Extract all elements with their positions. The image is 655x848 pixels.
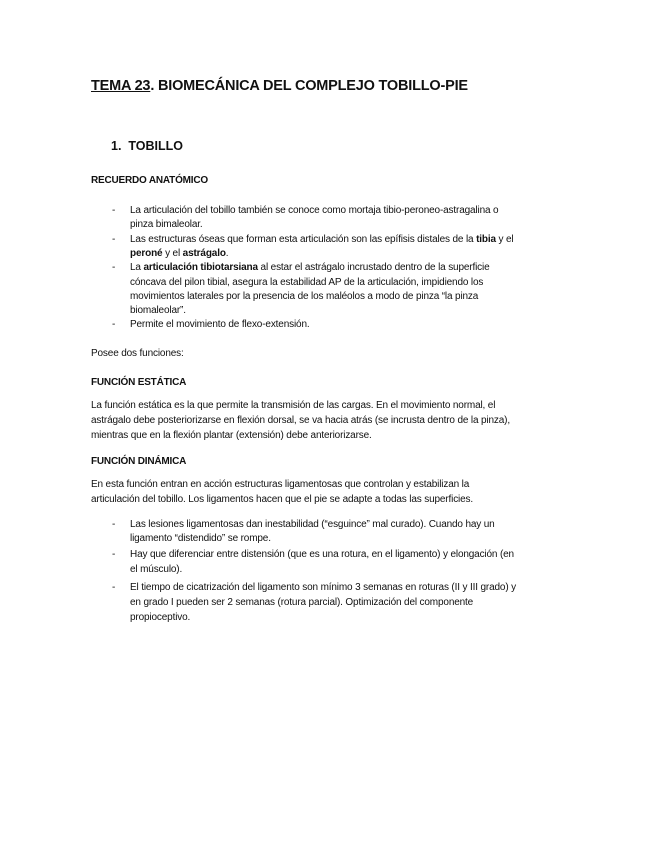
bullet-dash: - bbox=[112, 262, 116, 273]
text-line bbox=[130, 233, 513, 247]
text-segment: En esta función entran en acción estructuras ligamentosas que controlan y estabilizan la bbox=[91, 479, 470, 490]
text-line bbox=[130, 290, 478, 304]
text-line bbox=[130, 581, 516, 595]
subheading-funcion-dinamica: FUNCIÓN DINÁMICA bbox=[91, 456, 187, 467]
bullet-dash: - bbox=[112, 549, 116, 560]
text-line bbox=[91, 429, 372, 443]
text-line bbox=[91, 347, 184, 361]
text-segment: en grado I pueden ser 2 semanas (rotura parcial). Optimización del componente bbox=[130, 597, 474, 608]
text-segment: articulación del tobillo. Los ligamentos hacen que el pie se adapte a todas las superficies. bbox=[91, 494, 474, 505]
bold-term: astrágalo bbox=[182, 248, 226, 259]
section-label: TOBILLO bbox=[128, 139, 184, 153]
text-line bbox=[130, 518, 495, 532]
title-text: . BIOMECÁNICA DEL COMPLEJO TOBILLO-PIE bbox=[150, 78, 468, 94]
section-number: 1. bbox=[111, 139, 122, 153]
text-line bbox=[130, 247, 228, 261]
text-line bbox=[130, 218, 203, 232]
text-segment: mientras que en la flexión plantar (extensión) debe anteriorizarse. bbox=[91, 430, 372, 441]
text-line bbox=[130, 596, 473, 610]
text-segment: ligamento “distendido” se rompe. bbox=[130, 533, 271, 544]
text-line bbox=[130, 532, 271, 546]
bold-term: peroné bbox=[130, 248, 163, 259]
text-segment: Permite el movimiento de flexo-extensión. bbox=[130, 319, 310, 330]
text-segment: Posee dos funciones: bbox=[91, 348, 184, 359]
text-segment: La bbox=[130, 262, 144, 273]
text-segment: biomaleolar”. bbox=[130, 305, 186, 316]
text-line bbox=[130, 563, 182, 577]
bullet-dash: - bbox=[112, 319, 116, 330]
text-segment: propioceptivo. bbox=[130, 612, 191, 623]
bullet-dash: - bbox=[112, 519, 116, 530]
text-segment: La función estática es la que permite la transmisión de las cargas. En el movimiento normal, el bbox=[91, 400, 496, 411]
bullet-dash: - bbox=[112, 234, 116, 245]
bullet-dash: - bbox=[112, 582, 116, 593]
text-segment: al estar el astrágalo incrustado dentro de la superficie bbox=[257, 262, 490, 273]
text-segment: Las lesiones ligamentosas dan inestabilidad (“esguince” mal curado). Cuando hay un bbox=[130, 519, 495, 530]
text-segment: y el bbox=[495, 234, 514, 245]
text-segment: Las estructuras óseas que forman esta articulación son las epífisis distales de la bbox=[130, 234, 477, 245]
text-line bbox=[91, 414, 510, 428]
text-line bbox=[91, 399, 495, 413]
text-line bbox=[91, 478, 469, 492]
text-segment: movimientos laterales por la presencia de los maléolos a modo de pinza “la pinza bbox=[130, 291, 479, 302]
subheading-recuerdo: RECUERDO ANATÓMICO bbox=[91, 175, 208, 186]
text-segment: . bbox=[225, 248, 229, 259]
text-segment: y el bbox=[162, 248, 183, 259]
text-segment: cóncava del pilon tibial, asegura la estabilidad AP de la articulación, impidiendo los bbox=[130, 277, 484, 288]
text-line bbox=[130, 276, 483, 290]
text-segment: Hay que diferenciar entre distensión (que es una rotura, en el ligamento) y elongación (en bbox=[130, 549, 514, 560]
text-line bbox=[130, 318, 310, 332]
text-line bbox=[130, 204, 498, 218]
text-segment: El tiempo de cicatrización del ligamento son mínimo 3 semanas en roturas (II y III grado) y bbox=[130, 582, 516, 593]
bold-term: articulación tibiotarsiana bbox=[143, 262, 258, 273]
text-line bbox=[91, 493, 473, 507]
document-title bbox=[91, 78, 468, 94]
bullet-dash: - bbox=[112, 205, 116, 216]
text-line bbox=[130, 304, 186, 318]
text-line bbox=[130, 261, 490, 275]
text-segment: el músculo). bbox=[130, 564, 183, 575]
title-topic-number: TEMA 23 bbox=[91, 78, 151, 94]
text-segment: La articulación del tobillo también se conoce como mortaja tibio-peroneo-astragalina o bbox=[130, 205, 499, 216]
text-line bbox=[130, 548, 514, 562]
text-segment: astrágalo debe posteriorizarse en flexión dorsal, se va hacia atrás (se incrusta dentro de la pinza), bbox=[91, 415, 510, 426]
text-line bbox=[130, 611, 190, 625]
text-segment: pinza bimaleolar. bbox=[130, 219, 203, 230]
bold-term: tibia bbox=[476, 234, 496, 245]
subheading-funcion-estatica: FUNCIÓN ESTÁTICA bbox=[91, 377, 187, 388]
section-heading-tobillo bbox=[111, 139, 183, 153]
